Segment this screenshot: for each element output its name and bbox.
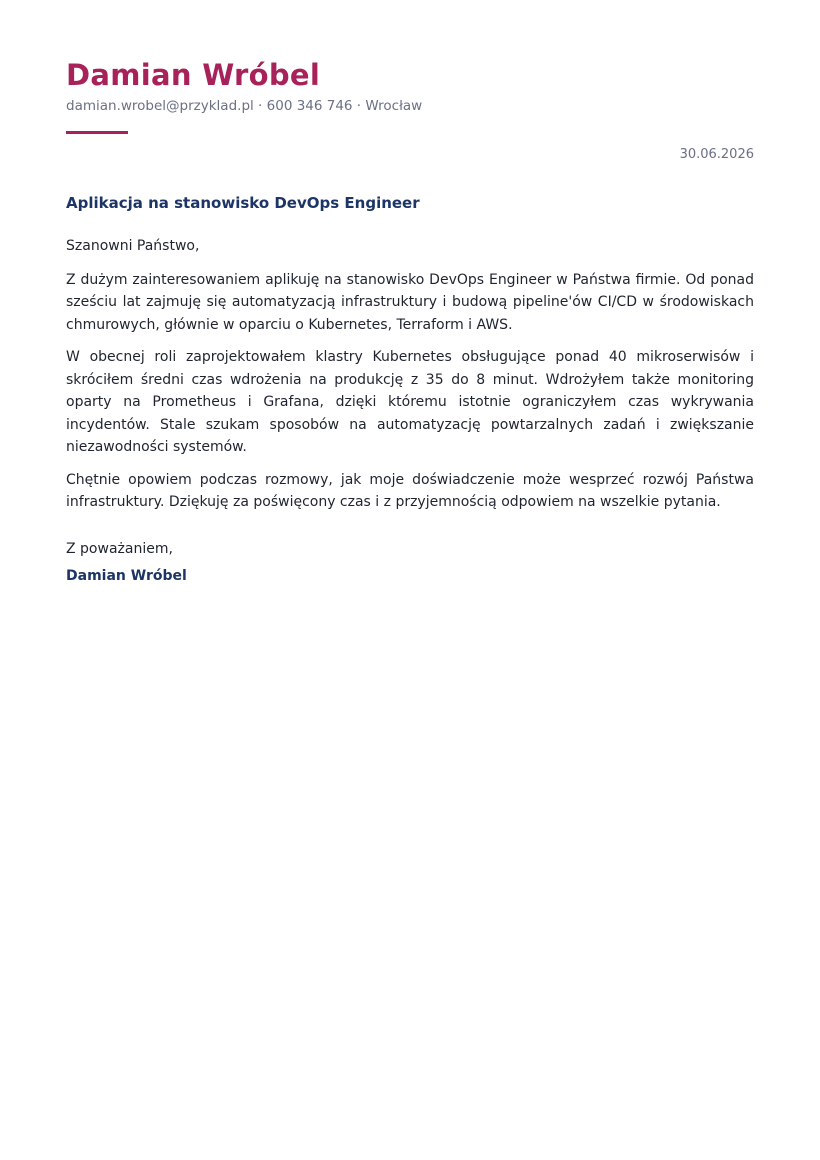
letter-greeting: Szanowni Państwo, [66, 238, 200, 254]
letter-date: 30.06.2026 [679, 147, 754, 162]
letter-body [66, 235, 754, 524]
letter-subject: Aplikacja na stanowisko DevOps Engineer [66, 194, 420, 212]
accent-divider [66, 131, 128, 134]
letter-signature: Damian Wróbel [66, 568, 187, 584]
letter-paragraph: Z dużym zainteresowaniem aplikuję na stanowisko DevOps Engineer w Państwa firmie. Od ponad sześciu lat zajmuję się automatyzacją infrastruktury i budową pipeline'ów CI/CD w środowiskach chmurowych, głównie w oparciu o Kubernetes, Terraform i AWS. [66, 271, 754, 333]
applicant-name: Damian Wróbel [66, 58, 321, 92]
letter-closing: Z poważaniem, [66, 541, 173, 557]
letter-paragraph: W obecnej roli zaprojektowałem klastry Kubernetes obsługujące ponad 40 mikroserwisów i skróciłem średni czas wdrożenia na produkcję z 35 do 8 minut. Wdrożyłem także monitoring oparty na Prometheus i Grafana, dzięki któremu istotnie ograniczyłem czas wykrywania incydentów. Stale szukam sposobów na automatyzację powtarzalnych zadań i zwiększanie niezawodności systemów. [66, 349, 754, 455]
contact-line: damian.wrobel@przyklad.pl · 600 346 746 · Wrocław [66, 98, 423, 114]
letter-paragraph: Chętnie opowiem podczas rozmowy, jak moje doświadczenie może wesprzeć rozwój Państwa infrastruktury. Dziękuję za poświęcony czas i z przyjemnością odpowiem na wszelkie pytania. [66, 471, 754, 510]
